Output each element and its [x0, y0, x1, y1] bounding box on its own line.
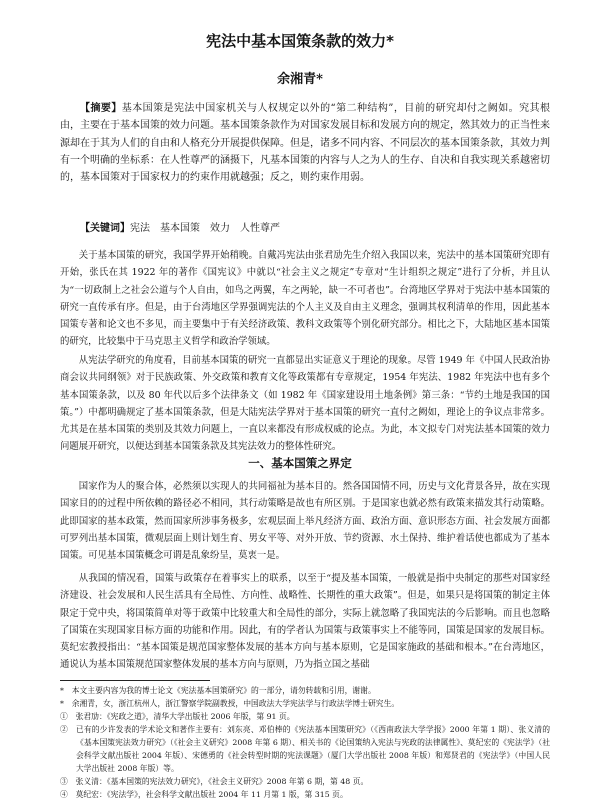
keywords-text: 宪法 基本国策 效力 人性尊严 [130, 223, 280, 234]
abstract-label: 【摘要】 [80, 103, 122, 114]
keywords [60, 220, 550, 237]
footnote: * 余湘青，女，浙江杭州人，浙江警察学院副教授，中国政法大学宪法学与行政法学博士研究生。 [60, 699, 400, 708]
abstract [60, 100, 550, 186]
intro-paragraph-1: 关于基本国策的研究，我国学界开始稍晚。自戴冯宪法由张君劢先生介绍入我国以来，宪法中的基本国策研究即有开始，张氏在其 1922 年的著作《国宪议》中就以“社会主义之规定”专章对“生计组织之规定”进行了分析，并且认为“一切政制上之社会公道与个人自由，如鸟之两翼，车之两轮，缺一不可者也”。台湾地区学界对于宪法中基本国策的研究一直传承有序。但是，由于台湾地区学界强调宪法的个人主义及自由主义理念，强调其权利清单的作用，因此基本国策专著和论文也不多见，而主要集中于有关经济政策、教科文政策等个别化研究部分。相比之下，大陆地区基本国策的研究，比较集中于马克思主义哲学和政治学领域。 [60, 250, 550, 348]
author-name: 余湘青* [277, 72, 323, 87]
footnote-rule [60, 680, 210, 681]
footnotes [60, 684, 550, 801]
keywords-label: 【关键词】 [80, 223, 130, 234]
footnote: * 本文主要内容为我的博士论文《宪法基本国策研究》的一部分，请勿转载和引用，谢谢。 [60, 686, 376, 695]
paper-title: 宪法中基本国策条款的效力* [206, 32, 394, 50]
body-paragraph-1: 国家作为人的聚合体，必然须以实现人的共同福祉为基本目的。然各国国情不同，历史与文化背景各异，故在实现国家目的的过程中所依赖的路径必不相同，其行动策略是故也有所区别。于是国家也就必然有政策来描发其行动策略。此即国家的基本政策，然而国家所涉事务极多，宏观层面上举凡经济方面、政治方面、意识形态方面、社会发展方面都可罗列出基本国策，微观层面上则计划生育、男女平等、对外开放、节约资源、水土保持、维护着话使也都成为了基本国策。可见基本国策概念可谓是乱象纷呈，莫衷一是。 [60, 481, 550, 562]
footnote: ④ 莫纪宏：《宪法学》，社会科学文献出版社 2004 年 11 月第 1 版，第 315 页。 [60, 790, 348, 799]
footnote: ① 张君劢：《宪政之道》，清华大学出版社 2006 年版，第 91 页。 [60, 712, 295, 721]
body-paragraph-2: 从我国的情况看，国策与政策存在着事实上的联系，以至于“提及基本国策，一般就是指中央制定的那些对国家经济建设、社会发展和人民生活具有全局性、方向性、战略性、长期性的重大政策”。但是，如果只是将国策的制定主体限定于党中央，将国策简单对等于政策中比较重大和全局性的部分，实际上就忽略了我国宪法的今后影响。而且也忽略了国策在实现国家目标方面的功能和作用。因此，有的学者认为国策与政策事实上不能等同，国策是国家的发展目标。莫纪宏教授指出：“基本国策是规范国家整体发展的基本方向与基本原则，它是国家施政的基础和根本。”在台湾地区，通说认为基本国策规范国家整体发展的基本方向与原则，乃为指立国之基础 [60, 573, 550, 671]
intro-paragraph-2: 从宪法学研究的角度看，目前基本国策的研究一直都显出实证意义于理论的现象。尽管 1949 年《中国人民政治协商会议共同纲领》对于民族政策、外交政策和教育文化等政策都有专章规定，1954 年宪法、1982 年宪法中也有多个基本国策条款，以及 80 年代以后多个法律条文（如 1982 年《国家建设用土地条例》第三条：“节约土地是我国的国策。”）中都明确规定了基本国策条款，但是大陆宪法学界对于基本国策的研究一直付之阙如，理论上的争议点非常多。尤其是在基本国策的类别及其效力问题上，一直以来都没有形成权威的论点。为此，本文拟专门对宪法基本国策的效力问题展开研究，以便达到基本国策条款及其宪法效力的整体性研究。 [60, 355, 550, 453]
footnote: ③ 张义清：《基本国策的宪法效力研究》，《社会主义研究》2008 年第 6 期，第 48 页。 [60, 777, 369, 786]
footnote: ② 已有的少许发表的学术论文和著作主要有：刘东亮、邓伯棒的《宪法基本国策研究》（《西南政法大学学报》2000 年第 1 期）、张义清的《基本国策宪法效力研究》（《社会主义研究》2008 年第 6 期）、相关书的《论国策纳入宪法与宪政的法律属性》、莫纪宏的《宪法学》（社会科学文献出版社 2004 年版）、宋德勇的《社会转型时期的宪法课题》（厦门大学出版社 2008 年版）和郑贤君的《宪法学》（中国人民大学出版社 2008 年版）等。 [60, 725, 550, 773]
section-heading: 一、基本国策之界定 [248, 456, 352, 470]
abstract-text: 基本国策是宪法中国家机关与人权规定以外的“第二种结构”，目前的研究却付之阙如。究其根由，主要在于基本国策的效力问题。基本国策条款作为对国家发展目标和发展方向的规定，然其效力的正当性来源却在于其为人们的自由和人格充分开展提供保障。但是，诸多不同内容、不同层次的基本国策条款，其效力判有一个明确的坐标系：在人性尊严的涵摄下，凡基本国策的内容与人之为人的生存、自决和自我实现关系越密切的，基本国策对于国家权力的约束作用就越强；反之，则约束作用弱。 [60, 103, 550, 184]
